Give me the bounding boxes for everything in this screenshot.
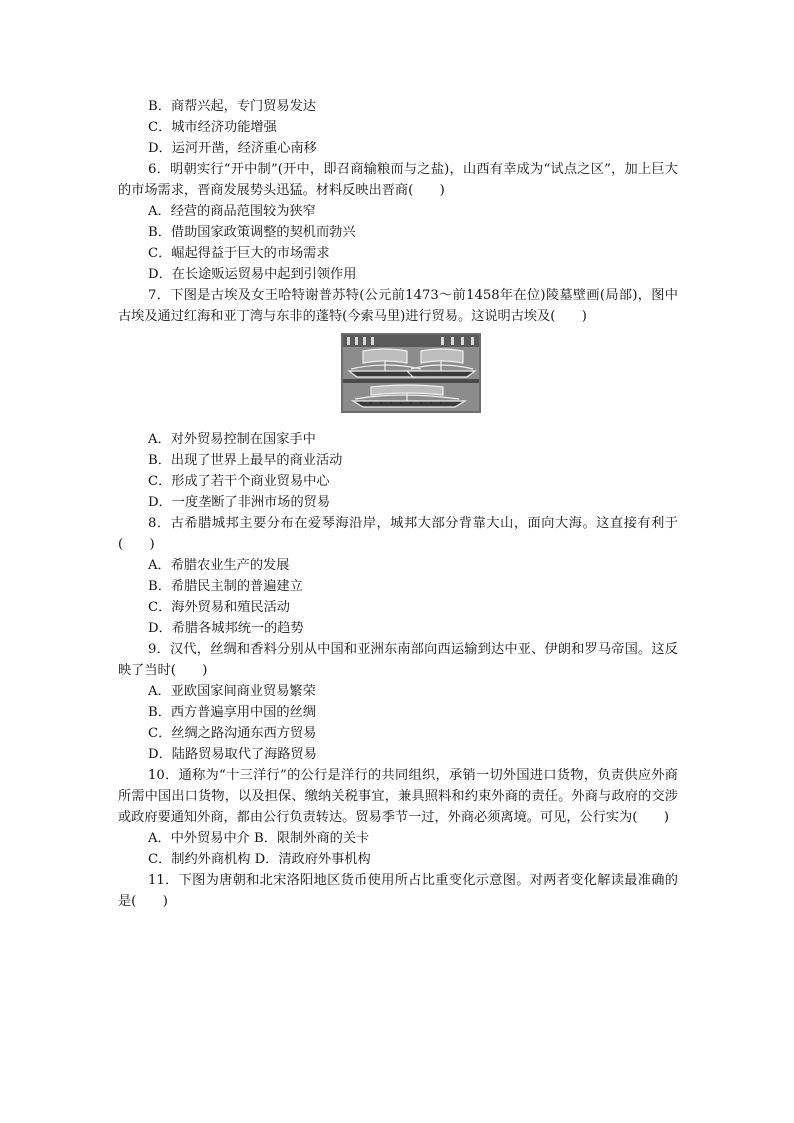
option-q6-c: C．崛起得益于巨大的市场需求 xyxy=(148,246,330,261)
option-q7-a: A．对外贸易控制在国家手中 xyxy=(148,432,316,447)
question-6-stem: 6．明朝实行“开中制”(开中，即召商输粮而与之盐)，山西有幸成为“试点之区”，加上巨大的市场需求，晋商发展势头迅猛。材料反映出晋商( ) xyxy=(118,162,678,198)
option-q7-c: C．形成了若干个商业贸易中心 xyxy=(148,474,330,489)
mural-ships-illustration xyxy=(341,333,481,413)
egyptian-mural-image xyxy=(341,333,481,413)
option-q9-a: A．亚欧国家间商业贸易繁荣 xyxy=(148,684,316,699)
option-q9-b: B．西方普遍享用中国的丝绸 xyxy=(148,705,316,720)
question-9-stem: 9．汉代，丝绸和香料分别从中国和亚洲东南部向西运输到达中亚、伊朗和罗马帝国。这反映了当时( ) xyxy=(118,642,678,678)
option-q7-b: B．出现了世界上最早的商业活动 xyxy=(148,453,343,468)
page-content xyxy=(118,96,678,912)
question-8-stem: 8．古希腊城邦主要分布在爱琴海沿岸，城邦大部分背靠大山，面向大海。这直接有利于( ) xyxy=(118,516,678,552)
option-q9-d: D．陆路贸易取代了海路贸易 xyxy=(148,747,317,762)
question-10-stem: 10．通称为“十三洋行”的公行是洋行的共同组织，承销一切外国进口货物，负责供应外商所需中国出口货物，以及担保、缴纳关税事宜，兼具照料和约束外商的责任。外商与政府的交涉或政府要通知外商，都由公行负责转达。贸易季节一过，外商必须离境。可见，公行实为( ) xyxy=(118,768,678,825)
option-q5-c: C．城市经济功能增强 xyxy=(148,120,277,135)
option-q6-d: D．在长途贩运贸易中起到引领作用 xyxy=(148,267,357,282)
option-q8-a: A．希腊农业生产的发展 xyxy=(148,558,290,573)
question-11-stem: 11．下图为唐朝和北宋洛阳地区货币使用所占比重变化示意图。对两者变化解读最准确的是( ) xyxy=(118,873,678,909)
question-7-stem: 7．下图是古埃及女王哈特谢普苏特(公元前1473～前1458年在位)陵墓壁画(局部)，图中古埃及通过红海和亚丁湾与东非的蓬特(今索马里)进行贸易。这说明古埃及( ) xyxy=(118,288,678,324)
option-q8-b: B．希腊民主制的普遍建立 xyxy=(148,579,303,594)
option-q7-d: D．一度垄断了非洲市场的贸易 xyxy=(148,495,331,510)
option-q8-d: D．希腊各城邦统一的趋势 xyxy=(148,621,304,636)
option-q10-ab: A．中外贸易中介 B．限制外商的关卡 xyxy=(148,831,370,846)
option-q10-cd: C．制约外商机构 D．清政府外事机构 xyxy=(148,852,371,867)
option-q6-a: A．经营的商品范围较为狭窄 xyxy=(148,204,316,219)
option-q6-b: B．借助国家政策调整的契机而勃兴 xyxy=(148,225,356,240)
option-q5-d: D．运河开凿，经济重心南移 xyxy=(148,141,317,156)
option-q8-c: C．海外贸易和殖民活动 xyxy=(148,600,290,615)
option-q9-c: C．丝绸之路沟通东西方贸易 xyxy=(148,726,317,741)
option-q5-b: B．商帮兴起，专门贸易发达 xyxy=(148,99,316,114)
